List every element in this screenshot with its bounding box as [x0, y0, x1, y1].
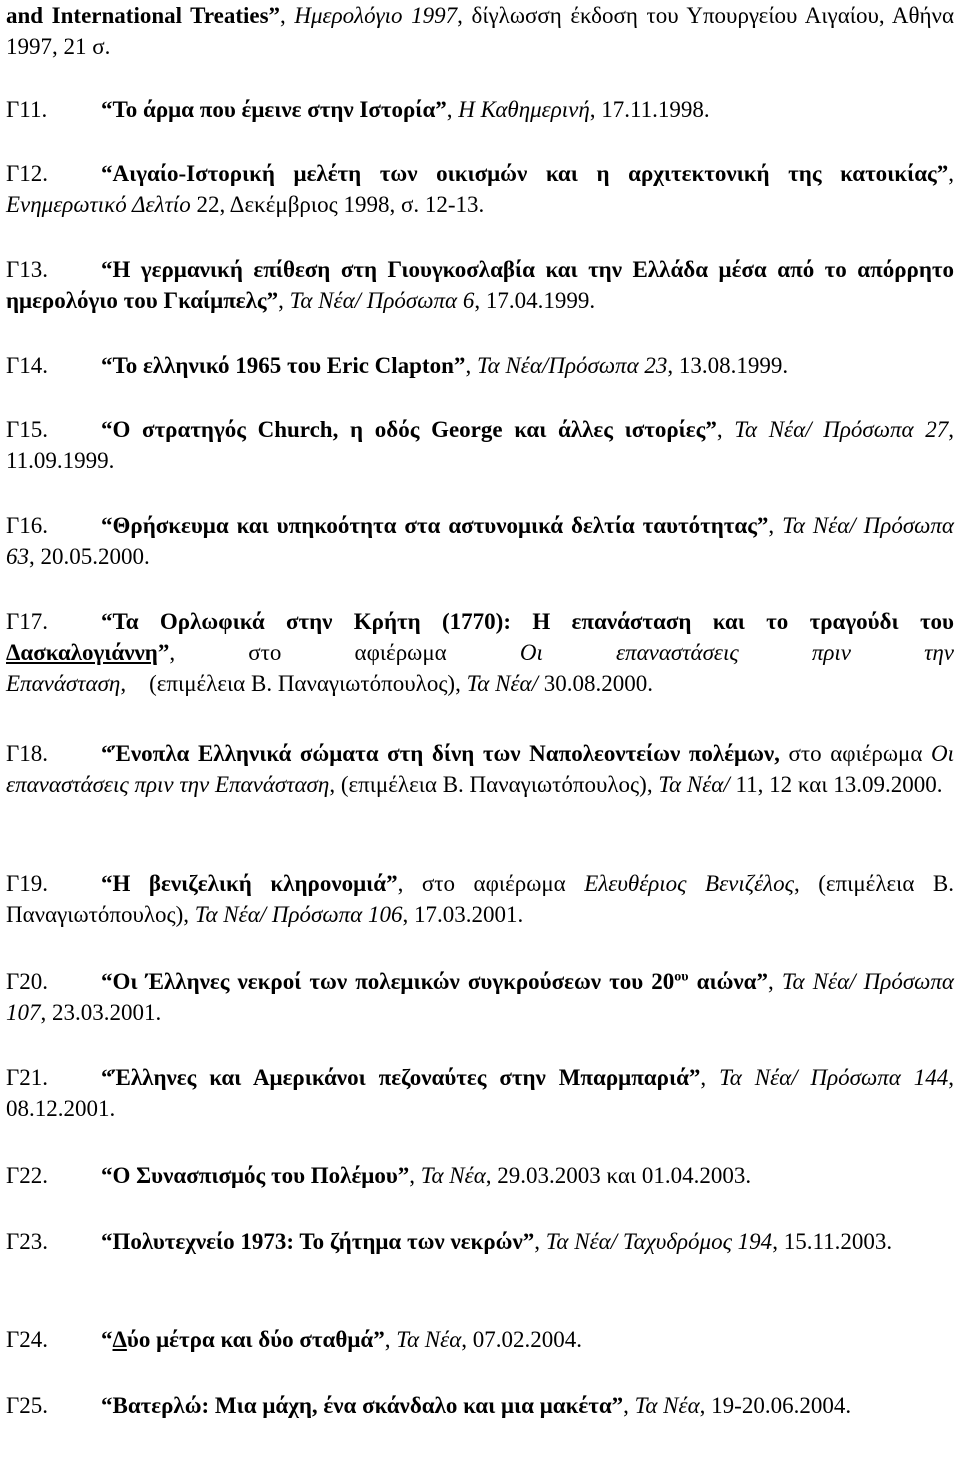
entry-title: “Η βενιζελική κληρονομιά”: [101, 871, 398, 896]
entry-text: , 11.09.1999.: [6, 417, 954, 473]
entry-text: ,: [465, 353, 477, 378]
entry-source: Τα Νέα: [634, 1393, 700, 1418]
entry-source: Ημερολόγιο 1997: [294, 3, 458, 28]
entry-text: , 13.08.1999.: [667, 353, 789, 378]
entry-title: αιώνα”: [688, 969, 769, 994]
entry-title: ου: [674, 969, 689, 985]
list-item: [6, 966, 954, 1028]
entry-source: Τα Νέα/ Πρόσωπα 27: [734, 417, 949, 442]
entry-text: , (επιμέλεια Β. Παναγιωτόπουλος),: [120, 671, 467, 696]
list-item: [6, 1390, 954, 1421]
entry-title: “: [101, 1327, 113, 1352]
entry-text: , 17.11.1998.: [589, 97, 710, 122]
entry-source: Τα Νέα/ Πρόσωπα 6: [289, 288, 475, 313]
list-item: [6, 1062, 954, 1124]
entry-number: Γ16.: [6, 513, 49, 538]
entry-text: ,: [534, 1229, 546, 1254]
list-item: [6, 158, 954, 220]
entry-number: Γ25.: [6, 1393, 49, 1418]
entry-source: Τα Νέα/ Πρόσωπα 144: [719, 1065, 949, 1090]
entry-title: “Αιγαίο-Ιστορική μελέτη των οικισμών και η αρχιτεκτονική της κατοικίας”: [101, 161, 949, 186]
entry-number: Γ11.: [6, 97, 48, 122]
list-item: [6, 0, 954, 62]
entry-title: “Ένοπλα Ελληνικά σώματα στη δίνη των Ναπολεοντείων πολέμων,: [101, 741, 780, 766]
entry-text: , στο αφιέρωμα: [397, 871, 585, 896]
entry-number: Γ18.: [6, 741, 49, 766]
entry-title: “Οι Έλληνες νεκροί των πολεμικών συγκρούσεων του 20: [101, 969, 675, 994]
entry-text: , 15.11.2003.: [772, 1229, 893, 1254]
entry-source: Τα Νέα/: [466, 671, 538, 696]
entry-title: ύο μέτρα και δύο σταθμά”: [126, 1327, 385, 1352]
entry-text: ,: [384, 1327, 397, 1352]
entry-number: Γ19.: [6, 871, 49, 896]
entry-text: , 29.03.2003 και 01.04.2003.: [485, 1163, 752, 1188]
entry-source: Ελευθέριος Βενιζέλος: [584, 871, 794, 896]
entry-source: Οι επαναστάσεις πριν την Επανάσταση: [6, 640, 954, 696]
entry-number: Γ13.: [6, 257, 49, 282]
entry-text: ,: [278, 288, 290, 313]
entry-title: Δασκαλογιάννη: [6, 640, 158, 665]
entry-text: , 17.04.1999.: [474, 288, 596, 313]
entry-title: “Ο στρατηγός Church, η οδός George και άλλες ιστορίες”: [101, 417, 717, 442]
entry-title: “Το ελληνικό 1965 του Eric Clapton”: [101, 353, 466, 378]
entry-number: Γ14.: [6, 353, 49, 378]
entry-text: , 19-20.06.2004.: [699, 1393, 852, 1418]
list-item: [6, 1160, 954, 1191]
entry-text: ,: [768, 969, 782, 994]
entry-source: Τα Νέα/: [658, 772, 730, 797]
entry-text: , 07.02.2004.: [461, 1327, 583, 1352]
list-item: [6, 868, 954, 930]
entry-title: Δ: [112, 1327, 127, 1352]
entry-text: ,: [716, 417, 735, 442]
entry-source: Τα Νέα: [396, 1327, 462, 1352]
entry-source: Τα Νέα/ Ταχυδρόμος 194: [545, 1229, 773, 1254]
list-item: [6, 254, 954, 316]
entry-number: Γ20.: [6, 969, 49, 994]
list-item: [6, 1324, 954, 1355]
entry-number: Γ23.: [6, 1229, 49, 1254]
entry-source: Η Καθημερινή: [458, 97, 590, 122]
entry-text: , (επιμέλεια Β. Παναγιωτόπουλος),: [6, 871, 954, 927]
list-item: [6, 738, 954, 800]
entry-title: “Ο Συνασπισμός του Πολέμου”: [101, 1163, 410, 1188]
entry-text: ,: [446, 97, 459, 122]
entry-text: ,: [768, 513, 783, 538]
entry-number: Γ15.: [6, 417, 49, 442]
list-item: [6, 510, 954, 572]
entry-source: Ενημερωτικό Δελτίο: [6, 192, 191, 217]
entry-source: Τα Νέα: [420, 1163, 486, 1188]
list-item: [6, 414, 954, 476]
entry-number: Γ17.: [6, 609, 49, 634]
entry-title: ”: [157, 640, 170, 665]
entry-text: , στο αφιέρωμα: [169, 640, 520, 665]
entry-text: ,: [623, 1393, 635, 1418]
entry-text: ,: [948, 161, 954, 186]
entry-text: , 23.03.2001.: [40, 1000, 162, 1025]
entry-source: Τα Νέα/ Πρόσωπα 107: [6, 969, 955, 1025]
list-item: [6, 350, 954, 381]
entry-title: “Θρήσκευμα και υπηκοότητα στα αστυνομικά δελτία ταυτότητας”: [101, 513, 769, 538]
entry-number: Γ22.: [6, 1163, 49, 1188]
entry-text: 30.08.2000.: [538, 671, 653, 696]
entry-text: , 17.03.2001.: [402, 902, 524, 927]
entry-title: “Τα Ορλωφικά στην Κρήτη (1770): Η επανάσταση και το τραγούδι του: [101, 609, 954, 634]
entry-number: Γ12.: [6, 161, 49, 186]
list-item: [6, 1226, 954, 1257]
entry-text: , δίγλωσση έκδοση του Υπουργείου Αιγαίου, Αθήνα 1997, 21 σ.: [6, 3, 954, 59]
entry-text: ,: [409, 1163, 421, 1188]
entry-text: ,: [280, 3, 295, 28]
entry-title: “Το άρμα που έμεινε στην Ιστορία”: [101, 97, 447, 122]
entry-text: στο αφιέρωμα: [779, 741, 932, 766]
entry-text: , (επιμέλεια Β. Παναγιωτόπουλος),: [329, 772, 659, 797]
entry-source: Τα Νέα/Πρόσωπα 23: [476, 353, 668, 378]
entry-source: Οι επαναστάσεις πριν την Επανάσταση: [6, 741, 955, 797]
entry-number: Γ24.: [6, 1327, 49, 1352]
entry-text: , 20.05.2000.: [29, 544, 150, 569]
entry-title: “Η γερμανική επίθεση στη Γιουγκοσλαβία και την Ελλάδα μέσα από το απόρρητο ημερολόγιο του Γκαίμπελς”: [6, 257, 954, 313]
entry-title: “Πολυτεχνείο 1973: Το ζήτημα των νεκρών”: [101, 1229, 535, 1254]
entry-title: and International Treaties”: [6, 3, 281, 28]
entry-text: ,: [700, 1065, 720, 1090]
entry-source: Τα Νέα/ Πρόσωπα 63: [6, 513, 954, 569]
entry-number: Γ21.: [6, 1065, 49, 1090]
entry-text: 22, Δεκέμβριος 1998, σ. 12-13.: [190, 192, 485, 217]
list-item: [6, 94, 954, 125]
entry-title: “Βατερλώ: Μια μάχη, ένα σκάνδαλο και μια μακέτα”: [101, 1393, 624, 1418]
entry-source: Τα Νέα/ Πρόσωπα 106: [194, 902, 403, 927]
entry-title: “Έλληνες και Αμερικάνοι πεζοναύτες στην Μπαρμπαριά”: [101, 1065, 701, 1090]
list-item: [6, 606, 954, 699]
entry-text: , 08.12.2001.: [6, 1065, 955, 1121]
entry-text: 11, 12 και 13.09.2000.: [729, 772, 943, 797]
